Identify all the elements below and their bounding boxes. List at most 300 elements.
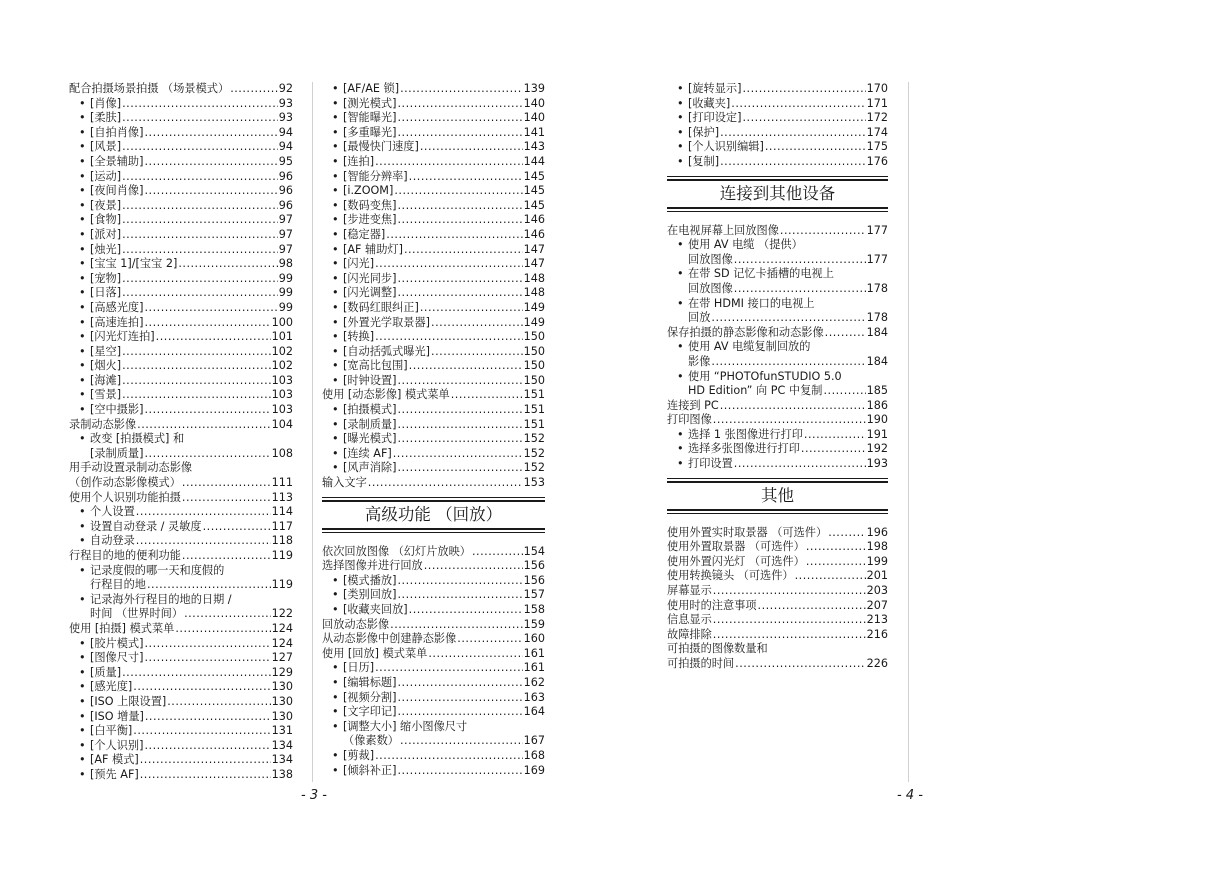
- dot-leader: [122, 111, 278, 126]
- toc-entry-title: 信息显示: [667, 613, 712, 627]
- toc-entry-title: 使用时的注意事项: [667, 598, 757, 612]
- toc-entry: [69, 374, 293, 389]
- toc-entry: [322, 155, 545, 170]
- dot-leader: [765, 140, 866, 155]
- toc-entry-page: 103: [271, 403, 293, 417]
- toc-entry-title: [宝宝 1]/[宝宝 2]: [90, 257, 178, 271]
- toc-entry-page: 124: [271, 636, 293, 650]
- toc-entry: [667, 442, 888, 457]
- toc-entry-title: [运动]: [90, 169, 122, 183]
- toc-entry-page: 148: [523, 286, 545, 300]
- toc-entry: [69, 637, 293, 652]
- dot-leader: [375, 661, 523, 676]
- bullet-icon: •: [677, 296, 684, 310]
- bullet-icon: •: [332, 169, 339, 183]
- section-rule: [667, 207, 888, 212]
- dot-leader: [397, 691, 522, 706]
- bullet-icon: •: [79, 315, 86, 329]
- toc-entry-title: [星空]: [90, 344, 122, 358]
- toc-entry-page: 96: [278, 184, 293, 198]
- toc-entry: [69, 607, 293, 622]
- toc-entry-page: 119: [271, 578, 293, 592]
- toc-entry-title: 在带 SD 记忆卡插槽的电视上: [688, 267, 834, 281]
- toc-entry-page: 150: [523, 330, 545, 344]
- toc-entry: [322, 316, 545, 331]
- toc-entry-page: 147: [523, 257, 545, 271]
- bullet-icon: •: [677, 111, 684, 125]
- toc-entry-title: 使用 AV 电缆复制回放的: [688, 340, 811, 354]
- bullet-icon: •: [79, 111, 86, 125]
- bullet-icon: •: [332, 242, 339, 256]
- toc-entry-page: 156: [523, 573, 545, 587]
- bullet-icon: •: [332, 763, 339, 777]
- toc-entry: [322, 286, 545, 301]
- toc-entry-page: 161: [523, 661, 545, 675]
- toc-entry: [69, 359, 293, 374]
- toc-entry: [667, 238, 888, 253]
- toc-entry-title: [时钟设置]: [343, 373, 397, 387]
- toc-entry: [667, 370, 888, 385]
- toc-entry-page: 149: [523, 315, 545, 329]
- bullet-icon: •: [332, 690, 339, 704]
- toc-entry-page: 93: [278, 96, 293, 110]
- bullet-icon: •: [332, 300, 339, 314]
- section-rule: [322, 528, 545, 533]
- bullet-icon: •: [79, 184, 86, 198]
- toc-entry-title: 配合拍摄场景拍摄 （场景模式）: [69, 82, 230, 95]
- dot-leader: [140, 753, 271, 768]
- toc-entry-title: 记录度假的哪一天和度假的: [90, 563, 225, 577]
- bullet-icon: •: [677, 427, 684, 441]
- bullet-icon: •: [332, 330, 339, 344]
- dot-leader: [145, 710, 271, 725]
- toc-entry: [322, 432, 545, 447]
- toc-entry-page: 152: [523, 461, 545, 475]
- bullet-icon: •: [79, 563, 86, 577]
- toc-entry-title: 个人设置: [90, 505, 135, 519]
- toc-entry-title: [感光度]: [90, 680, 133, 694]
- toc-entry-title: [剪裁]: [343, 748, 375, 762]
- toc-entry-page: 172: [866, 111, 888, 125]
- section-header-others: [667, 478, 888, 514]
- bullet-icon: •: [677, 154, 684, 168]
- toc-entry-page: 213: [866, 613, 888, 627]
- column-divider: [908, 82, 909, 782]
- toc-entry-title: [自动括弧式曝光]: [343, 344, 431, 358]
- bullet-icon: •: [79, 432, 86, 446]
- toc-entry: [69, 578, 293, 593]
- toc-entry-page: 130: [271, 709, 293, 723]
- toc-entry: [322, 676, 545, 691]
- dot-leader: [780, 224, 866, 239]
- bullet-icon: •: [79, 724, 86, 738]
- bullet-icon: •: [332, 719, 339, 733]
- toc-entry-page: 176: [866, 154, 888, 168]
- bullet-icon: •: [332, 432, 339, 446]
- toc-entry-title: [旋转显示]: [688, 82, 742, 95]
- toc-entry: [69, 739, 293, 754]
- toc-entry-title: [空中摄影]: [90, 403, 144, 417]
- dot-leader: [144, 316, 270, 331]
- toc-entry-title: 使用 AV 电缆 （提供）: [688, 238, 803, 252]
- toc-entry-page: 162: [523, 675, 545, 689]
- toc-entry-page: 129: [271, 665, 293, 679]
- dot-leader: [133, 724, 270, 739]
- dot-leader: [431, 345, 523, 360]
- toc-entry-page: 130: [271, 694, 293, 708]
- bullet-icon: •: [79, 709, 86, 723]
- bullet-icon: •: [332, 315, 339, 329]
- toc-entry-page: 184: [866, 354, 888, 368]
- toc-entry: [667, 584, 888, 599]
- toc-entry-title: 从动态影像中创建静态影像: [322, 632, 457, 646]
- bullet-icon: •: [332, 588, 339, 602]
- column-divider: [312, 82, 313, 782]
- toc-entry-page: 169: [523, 763, 545, 777]
- dot-leader: [122, 140, 278, 155]
- toc-entry-title: [AF 模式]: [90, 753, 139, 767]
- dot-leader: [397, 705, 522, 720]
- toc-entry-title: 打印图像: [667, 413, 712, 427]
- dot-leader: [397, 461, 522, 476]
- toc-entry-page: 216: [866, 627, 888, 641]
- dot-leader: [147, 578, 271, 593]
- bullet-icon: •: [332, 573, 339, 587]
- dot-leader: [397, 432, 522, 447]
- toc-entry-page: 97: [278, 213, 293, 227]
- toc-entry-page: 93: [278, 111, 293, 125]
- bullet-icon: •: [79, 388, 86, 402]
- toc-entry: [322, 647, 545, 662]
- toc-entry-title: [闪光灯连拍]: [90, 330, 155, 344]
- toc-entry: [69, 534, 293, 549]
- dot-leader: [801, 442, 866, 457]
- toc-entry: [322, 126, 545, 141]
- bullet-icon: •: [332, 286, 339, 300]
- toc-entry-page: 97: [278, 227, 293, 241]
- toc-entry: [667, 457, 888, 472]
- toc-entry-page: 158: [523, 603, 545, 616]
- bullet-icon: •: [332, 111, 339, 125]
- toc-entry-page: 157: [523, 588, 545, 602]
- toc-entry-page: 167: [523, 734, 545, 748]
- bullet-icon: •: [79, 213, 86, 227]
- toc-entry-page: 191: [866, 427, 888, 441]
- toc-entry-page: 207: [866, 598, 888, 612]
- toc-entry: [322, 618, 545, 633]
- dot-leader: [711, 311, 865, 326]
- toc-entry: [322, 764, 545, 779]
- toc-entry: [69, 97, 293, 112]
- toc-entry-title: 在带 HDMI 接口的电视上: [688, 296, 815, 310]
- toc-entry-title: 可拍摄的图像数量和: [667, 642, 768, 656]
- dot-leader: [397, 213, 522, 228]
- toc-entry-title: [转换]: [343, 330, 375, 344]
- toc-entry: [69, 199, 293, 214]
- toc-entry-title: [倾斜补正]: [343, 763, 397, 777]
- toc-entry: [667, 311, 888, 326]
- toc-entry-title: [智能分辨率]: [343, 169, 408, 183]
- toc-entry-title: [类别回放]: [343, 588, 397, 602]
- dot-leader: [431, 316, 523, 331]
- dot-leader: [397, 676, 522, 691]
- toc-entry: [69, 418, 293, 433]
- toc-entry: [667, 297, 888, 312]
- bullet-icon: •: [677, 125, 684, 139]
- toc-entry-title: 选择多张图像进行打印: [688, 442, 800, 456]
- bullet-icon: •: [332, 403, 339, 417]
- toc-entry: [69, 593, 293, 608]
- toc-entry-page: 174: [866, 125, 888, 139]
- toc-entry-page: 177: [866, 223, 888, 237]
- dot-leader: [390, 618, 523, 633]
- dot-leader: [397, 272, 522, 287]
- toc-entry-page: 103: [271, 373, 293, 387]
- dot-leader: [133, 680, 270, 695]
- toc-entry-page: 178: [866, 281, 888, 295]
- dot-leader: [397, 574, 522, 589]
- toc-entry-title: 使用 [动态影像] 模式菜单: [322, 388, 450, 402]
- dot-leader: [397, 374, 522, 389]
- dot-leader: [122, 345, 271, 360]
- toc-entry-page: 99: [278, 300, 293, 314]
- bullet-icon: •: [79, 330, 86, 344]
- toc-entry: [322, 691, 545, 706]
- bullet-icon: •: [332, 446, 339, 460]
- bullet-icon: •: [79, 169, 86, 183]
- toc-entry-title: 在电视屏幕上回放图像: [667, 223, 779, 237]
- bullet-icon: •: [332, 705, 339, 719]
- toc-entry: [667, 253, 888, 268]
- dot-leader: [823, 384, 865, 399]
- toc-entry-page: 102: [271, 359, 293, 373]
- toc-entry-page: 149: [523, 300, 545, 314]
- toc-entry-title: [i.ZOOM]: [343, 184, 394, 198]
- bullet-icon: •: [79, 505, 86, 519]
- toc-entry: [69, 330, 293, 345]
- bullet-icon: •: [79, 286, 86, 300]
- toc-entry-title: 回放图像: [688, 252, 733, 266]
- toc-entry-page: 131: [271, 724, 293, 738]
- toc-entry-title: [食物]: [90, 213, 122, 227]
- toc-entry-page: 184: [866, 325, 888, 339]
- toc-entry-title: [打印设定]: [688, 111, 742, 125]
- toc-entry-title: [高感光度]: [90, 300, 144, 314]
- bullet-icon: •: [332, 198, 339, 212]
- toc-entry-page: 185: [866, 384, 888, 398]
- toc-entry: [667, 628, 888, 643]
- bullet-icon: •: [677, 238, 684, 252]
- dot-leader: [457, 632, 522, 647]
- dot-leader: [144, 155, 277, 170]
- toc-entry: [667, 282, 888, 297]
- toc-entry: [667, 355, 888, 370]
- toc-entry-title: [雪景]: [90, 388, 122, 402]
- toc-entry-page: 152: [523, 446, 545, 460]
- dot-leader: [397, 111, 522, 126]
- toc-list: [667, 224, 888, 472]
- dot-leader: [144, 447, 270, 462]
- toc-entry-title: [AF 辅助灯]: [343, 242, 403, 256]
- toc-entry-page: 190: [866, 413, 888, 427]
- toc-entry-page: 94: [278, 125, 293, 139]
- toc-entry: [69, 622, 293, 637]
- toc-entry: [667, 224, 888, 239]
- toc-entry-page: 150: [523, 359, 545, 373]
- toc-entry: [69, 316, 293, 331]
- toc-entry-title: 连接到 PC: [667, 398, 719, 412]
- toc-entry-title: [闪光调整]: [343, 286, 397, 300]
- dot-leader: [409, 359, 523, 374]
- toc-entry: [69, 403, 293, 418]
- toc-entry-title: 输入文字: [322, 476, 367, 490]
- toc-entry-page: 113: [271, 490, 293, 504]
- toc-entry-title: [数码红眼纠正]: [343, 300, 419, 314]
- dot-leader: [734, 253, 866, 268]
- toc-entry-title: 回放: [688, 311, 711, 325]
- toc-entry: [69, 111, 293, 126]
- toc-entry-page: 96: [278, 169, 293, 183]
- toc-entry-title: [闪光]: [343, 257, 375, 271]
- dot-leader: [397, 403, 522, 418]
- toc-entry-title: [拍摄模式]: [343, 403, 397, 417]
- dot-leader: [394, 184, 522, 199]
- toc-entry: [667, 599, 888, 614]
- toc-entry-page: 171: [866, 96, 888, 110]
- toc-entry-title: [录制质量]: [90, 446, 144, 460]
- toc-entry: [69, 695, 293, 710]
- toc-entry-title: [海滩]: [90, 373, 122, 387]
- dot-leader: [182, 491, 271, 506]
- toc-list: [322, 545, 545, 779]
- bullet-icon: •: [677, 82, 684, 95]
- bullet-icon: •: [677, 457, 684, 471]
- toc-entry: [322, 588, 545, 603]
- toc-entry: [322, 705, 545, 720]
- toc-entry: [69, 286, 293, 301]
- bullet-icon: •: [332, 748, 339, 762]
- dot-leader: [144, 301, 277, 316]
- toc-column-2: [322, 82, 545, 778]
- dot-leader: [144, 637, 270, 652]
- dot-leader: [122, 359, 271, 374]
- dot-leader: [393, 447, 523, 462]
- toc-entry: [667, 126, 888, 141]
- toc-entry-title: 屏幕显示: [667, 584, 712, 598]
- dot-leader: [144, 739, 270, 754]
- bullet-icon: •: [79, 227, 86, 241]
- bullet-icon: •: [677, 140, 684, 154]
- toc-entry: [322, 97, 545, 112]
- toc-entry-title: [模式播放]: [343, 573, 397, 587]
- toc-entry-page: 124: [271, 621, 293, 635]
- toc-entry: [322, 330, 545, 345]
- toc-entry-page: 111: [271, 476, 293, 490]
- toc-entry-title: [保护]: [688, 125, 720, 139]
- toc-entry: [667, 555, 888, 570]
- toc-entry: [69, 155, 293, 170]
- toc-entry: [322, 184, 545, 199]
- dot-leader: [424, 559, 523, 574]
- section-title: 高级功能 （回放）: [364, 504, 503, 524]
- toc-entry-title: 录制动态影像: [69, 417, 137, 431]
- bullet-icon: •: [79, 753, 86, 767]
- dot-leader: [136, 534, 271, 549]
- toc-entry: [69, 680, 293, 695]
- toc-entry: [322, 603, 545, 618]
- dot-leader: [734, 457, 866, 472]
- toc-entry: [667, 82, 888, 97]
- toc-entry: [322, 345, 545, 360]
- dot-leader: [184, 607, 271, 622]
- toc-entry-title: 使用 “PHOTOfunSTUDIO 5.0: [688, 369, 842, 383]
- toc-entry-title: [质量]: [90, 665, 122, 679]
- toc-entry-title: 保存拍摄的静态影像和动态影像: [667, 325, 824, 339]
- dot-leader: [122, 272, 278, 287]
- toc-entry: [69, 213, 293, 228]
- toc-entry: [667, 642, 888, 657]
- dot-leader: [182, 549, 271, 564]
- dot-leader: [825, 326, 866, 341]
- dot-leader: [806, 540, 866, 555]
- toc-entry: [322, 632, 545, 647]
- toc-entry-title: 影像: [688, 354, 711, 368]
- toc-entry-page: 160: [523, 632, 545, 646]
- toc-entry: [667, 428, 888, 443]
- dot-leader: [122, 97, 278, 112]
- toc-entry-title: [风声消除]: [343, 461, 397, 475]
- toc-entry: [322, 257, 545, 272]
- toc-entry: [69, 505, 293, 520]
- toc-entry: [322, 272, 545, 287]
- toc-entry-title: 行程目的地的便利功能: [69, 549, 181, 562]
- dot-leader: [806, 555, 866, 570]
- toc-entry: [322, 243, 545, 258]
- toc-entry: [69, 228, 293, 243]
- toc-entry: [667, 155, 888, 170]
- toc-entry-title: [全景辅助]: [90, 154, 144, 168]
- dot-leader: [397, 764, 522, 779]
- bullet-icon: •: [677, 96, 684, 110]
- toc-entry: [322, 170, 545, 185]
- toc-entry: [69, 447, 293, 462]
- section-title: 其他: [761, 485, 794, 505]
- dot-leader: [122, 286, 278, 301]
- toc-entry: [667, 613, 888, 628]
- toc-entry-page: 122: [271, 607, 293, 621]
- toc-entry-page: 151: [523, 417, 545, 431]
- dot-leader: [409, 170, 523, 185]
- dot-leader: [122, 388, 271, 403]
- toc-entry: [69, 345, 293, 360]
- toc-entry-page: 148: [523, 271, 545, 285]
- dot-leader: [428, 647, 522, 662]
- dot-leader: [122, 228, 278, 243]
- dot-leader: [144, 403, 270, 418]
- dot-leader: [178, 257, 277, 272]
- toc-entry-title: [图像尺寸]: [90, 651, 144, 665]
- toc-entry-page: 96: [278, 198, 293, 212]
- toc-entry-page: 130: [271, 680, 293, 694]
- toc-entry: [667, 569, 888, 584]
- toc-entry-page: 159: [523, 617, 545, 631]
- section-rule: [667, 509, 888, 514]
- toc-entry-page: 98: [278, 257, 293, 271]
- toc-entry: [69, 768, 293, 783]
- toc-entry-title: [智能曝光]: [343, 111, 397, 125]
- toc-entry-title: [数码变焦]: [343, 198, 397, 212]
- toc-entry: [322, 199, 545, 214]
